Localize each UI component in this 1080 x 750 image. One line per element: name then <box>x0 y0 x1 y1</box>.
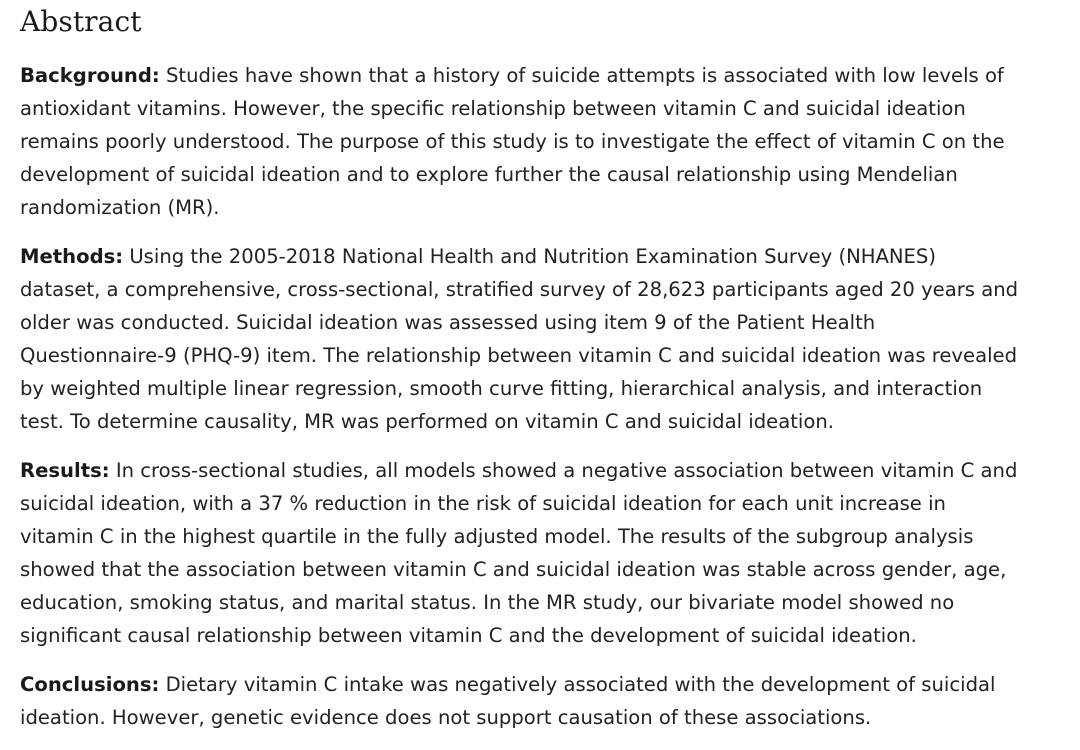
results-text: In cross-sectional studies, all models showed a negative association between vitamin C and suicidal ideation, with a 37 % reduction in the risk of suicidal ideation for each unit increase in vitamin C in the highest quartile in the fully adjusted model. The results of the subgroup analysis showed that the association between vitamin C and suicidal ideation was stable across gender, age, education, smoking status, and marital status. In the MR study, our bivariate model showed no significant causal relationship between vitamin C and the development of suicidal ideation. <box>20 459 1018 647</box>
methods-text: Using the 2005-2018 National Health and Nutrition Examination Survey (NHANES) dataset, a comprehensive, cross-sectional, stratified survey of 28,623 participants aged 20 years and older was conducted. Suicidal ideation was assessed using item 9 of the Patient Health Questionnaire-9 (PHQ-9) item. The relationship between vitamin C and suicidal ideation was revealed by weighted multiple linear regression, smooth curve fitting, hierarchical analysis, and interaction test. To determine causality, MR was performed on vitamin C and suicidal ideation. <box>20 245 1019 433</box>
conclusions-label: Conclusions: <box>20 673 160 696</box>
background-text: Studies have shown that a history of suicide attempts is associated with low levels of antioxidant vitamins. However, the specific relationship between vitamin C and suicidal ideation remains poorly understood. The purpose of this study is to investigate the effect of vitamin C on the development of suicidal ideation and to explore further the causal relationship using Mendelian randomization (MR). <box>20 64 1005 219</box>
abstract-background <box>20 59 1020 224</box>
background-label: Background: <box>20 64 160 87</box>
abstract-conclusions <box>20 668 1020 734</box>
abstract-methods <box>20 240 1020 438</box>
conclusions-text: Dietary vitamin C intake was negatively associated with the development of suicidal ideation. However, genetic evidence does not support causation of these associations. <box>20 673 996 729</box>
abstract-heading: Abstract <box>20 5 142 38</box>
methods-label: Methods: <box>20 245 124 268</box>
abstract-results <box>20 454 1020 652</box>
results-label: Results: <box>20 459 110 482</box>
abstract-section <box>20 0 1020 750</box>
